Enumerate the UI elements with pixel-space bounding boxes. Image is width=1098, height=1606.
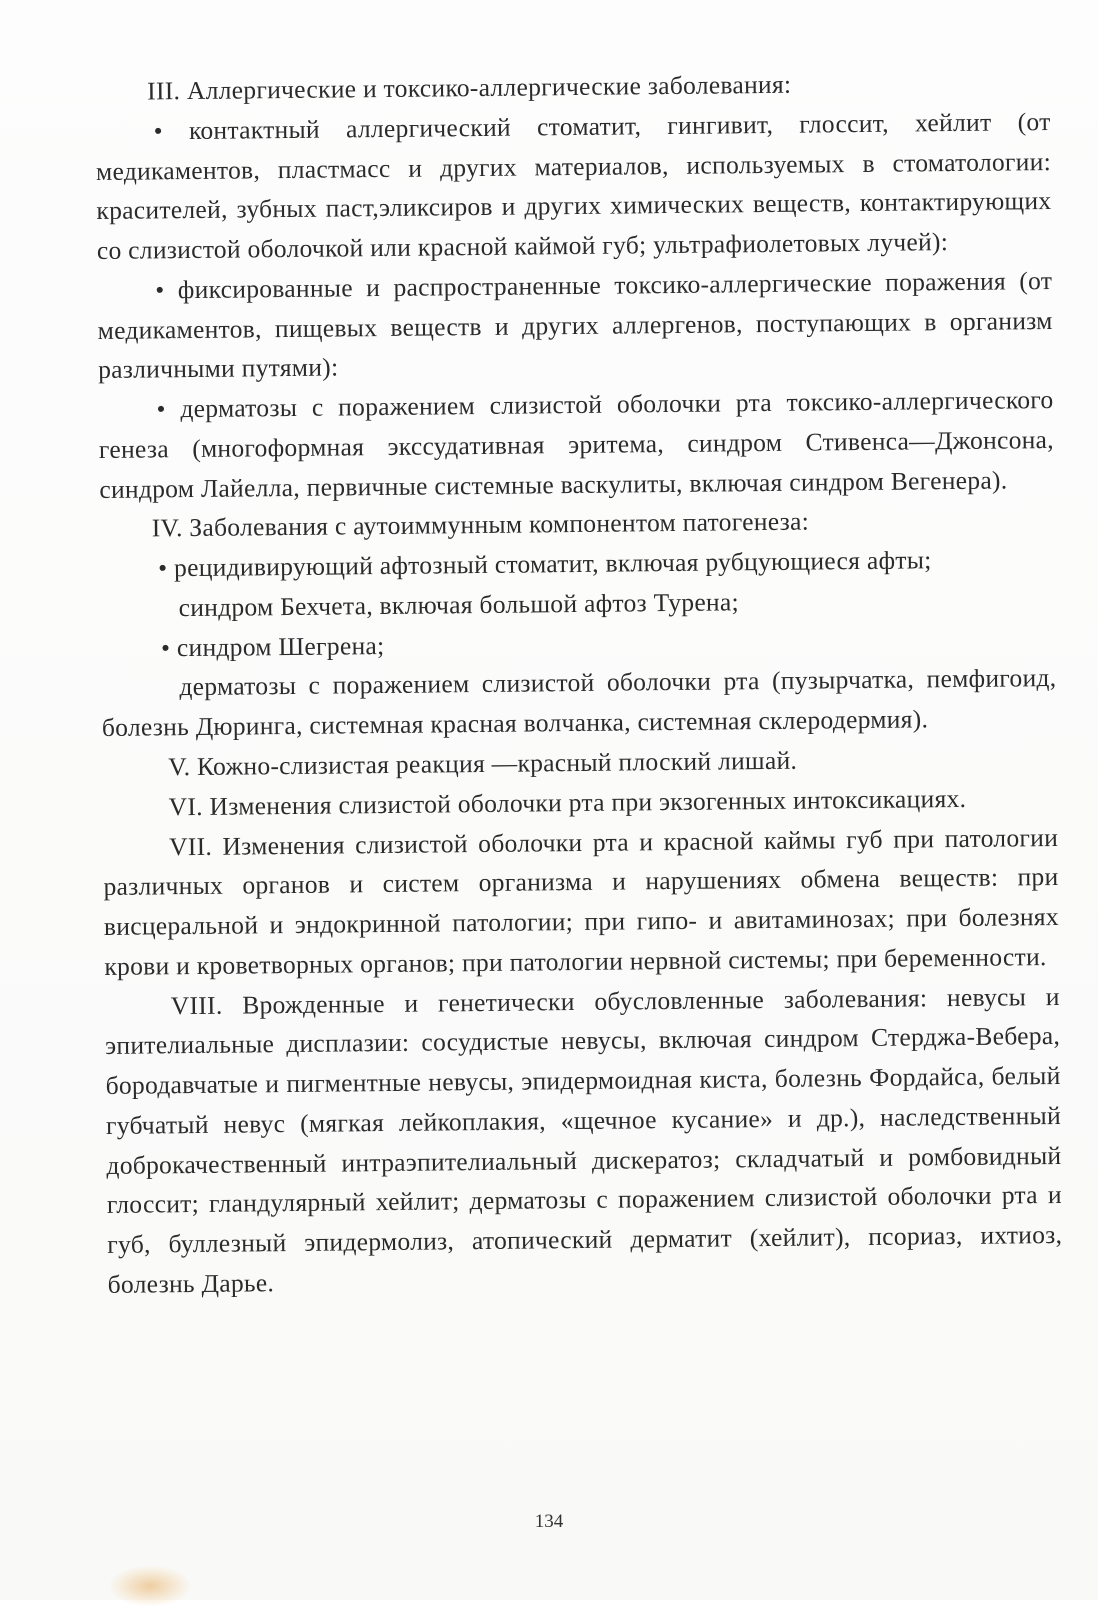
page-number: 134 (534, 1511, 564, 1532)
bullet-paragraph: • рецидивирующий афтозный стоматит, включая рубцующиеся афты; (158, 545, 932, 583)
section-heading-vii: VII. Изменения слизистой оболочки рта и красной каймы губ при патологии различных органов и систем организма и нарушениях обмена веществ: при висцеральной и эндокринной патологии; при гипо- и авитаминозах; при болезнях крови и кроветворных органов; при патологии нервной системы; при беременности. (103, 822, 1060, 981)
page-stain (110, 1566, 190, 1606)
section-heading-iv: IV. Заболевания с аутоиммунным компонентом патогенеза: (151, 506, 810, 543)
section-heading-vi: VI. Изменения слизистой оболочки рта при экзогенных интоксикациях. (168, 783, 967, 822)
bullet-paragraph: • синдром Шегрена; (160, 630, 385, 663)
section-heading-viii: VIII. Врожденные и генетически обусловленные заболевания: невусы и эпителиальные дисплазии: сосудистые невусы, включая синдром Стерджа-Вебера, бородавчатые и пигментные невусы, эпидермоидная киста, болезнь Фордайса, белый губчатый невус (мягкая лейкоплакия, «щечное кусание» и др.), наследственный доброкачественный интраэпителиальный дискератоз; складчатый и ромбовидный глоссит; гландулярный хейлит; дерматозы с поражением слизистой оболочки рта и губ, буллезный эпидермолиз, атопический дерматит (хейлит), псориаз, ихтиоз, болезнь Дарье. (105, 981, 1063, 1299)
section-heading-iii: III. Аллергические и токсико-аллергические заболевания: (147, 69, 792, 106)
page-body (95, 62, 1063, 1305)
bullet-paragraph: • дерматозы с поражением слизистой оболочки рта токсико-аллергического генеза (многоформная экссудативная эритема, синдром Стивенса—Джонсона, синдром Лайелла, первичные системные васкулиты, включая синдром Вегенера). (98, 385, 1055, 504)
section-heading-v: V. Кожно-слизистая реакция —красный плоский лишай. (168, 745, 798, 782)
list-item: синдром Бехчета, включая большой афтоз Турена; (178, 587, 740, 623)
bullet-paragraph: • контактный аллергический стоматит, гингивит, глоссит, хейлит (от медикаментов, пластмасс и других материалов, используемых в стоматологии: красителей, зубных паст,эликсиров и других химических веществ, контактирующих со слизистой оболочкой или красной каймой губ; ультрафиолетовых лучей): (95, 106, 1052, 266)
list-item: дерматозы с поражением слизистой оболочки рта (пузырчатка, пемфигоид, болезнь Дюринга, системная красная волчанка, системная склеродермия). (101, 663, 1057, 743)
bullet-paragraph: • фиксированные и распространенные токсико-аллергические поражения (от медикаментов, пищевых веществ и других аллергенов, поступающих в организм различными путями): (97, 265, 1053, 385)
